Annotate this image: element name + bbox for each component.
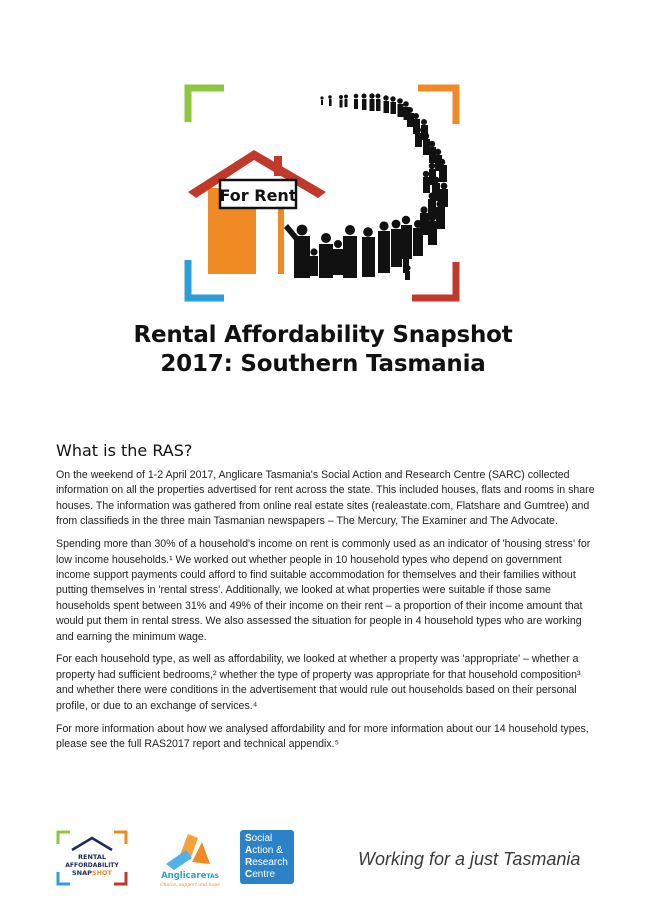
sarc-s: S xyxy=(245,833,252,844)
section-heading: What is the RAS? xyxy=(56,441,193,460)
svg-text:AnglicareTAS xyxy=(161,871,219,881)
footer-tagline: Working for a just Tasmania xyxy=(358,849,581,869)
anglicare-suffix: TAS xyxy=(206,873,219,880)
corner-bracket-bottom-right xyxy=(412,262,456,298)
sarc-c: C xyxy=(245,869,253,880)
rental-affordability-snapshot-logo xyxy=(56,830,128,886)
body-text xyxy=(56,468,596,760)
document-title-line-1: Rental Affordability Snapshot xyxy=(133,322,513,348)
paragraph-2: Spending more than 30% of a household's income on rent is commonly used as an indicator of 'housing stress' for low income households.¹ We worked out whether people in 10 household types who depend on government income support payments could afford to find suitable accommodation for themselves and their families without putting themselves in 'rental stress'. Additionally, we looked at what properties were suitable if those same households spent between 31% and 49% of their income on their rent – a proportion of their income amount that would put them in rental stress. We also assessed the situation for people in 4 household types who are working and earning the minimum wage. xyxy=(56,538,591,643)
anglicare-name: Anglicare xyxy=(161,871,207,881)
hero-illustration xyxy=(180,80,470,310)
sarc-r-rest: esearch xyxy=(252,857,288,868)
anglicare-tas-logo xyxy=(156,828,224,888)
social-action-research-centre-logo xyxy=(240,830,294,884)
for-rent-sign xyxy=(220,180,297,208)
for-rent-sign-text: For Rent xyxy=(219,186,297,205)
paragraph-1: On the weekend of 1-2 April 2017, Anglicare Tasmania's Social Action and Research Centre (SARC) collected information on all the properties advertised for rent across the state. This included houses, flats and rooms in share houses. The information was gathered from online real estate sites (realeastate.com, Flatshare and Gumtree) and from classifieds in the three main Tasmanian newspapers – The Mercury, The Examiner and The Advocate. xyxy=(56,469,595,528)
svg-text:SNAPSHOT xyxy=(72,869,113,877)
paragraph-3: For each household type, as well as affordability, we looked at whether a property was 'appropriate' – whether a property had sufficient bedrooms,² whether the type of property was appropriate for that household composition³ and whether there were conditions in the advertisement that would rule out households based on their personal profile, or due to an exchange of services.⁴ xyxy=(56,653,581,712)
corner-bracket-top-right xyxy=(418,88,456,124)
ras-logo-snap: SNAP xyxy=(71,869,92,877)
sarc-c-rest: entre xyxy=(252,869,276,880)
corner-bracket-top-left xyxy=(188,88,224,122)
document-title-line-2: 2017: Southern Tasmania xyxy=(160,351,486,377)
sarc-s-rest: ocial xyxy=(251,833,273,844)
ras-logo-line-1: RENTAL xyxy=(78,853,106,861)
ras-logo-shot: SHOT xyxy=(91,869,113,877)
anglicare-slogan: Choice, support and hope xyxy=(160,883,220,888)
ras-logo-line-2: AFFORDABILITY xyxy=(65,862,119,869)
paragraph-4: For more information about how we analysed affordability and for more information about our 14 household types, please see the full RAS2017 report and technical appendix.⁵ xyxy=(56,722,589,750)
sarc-r: R xyxy=(245,857,253,868)
sarc-a-rest: ction & xyxy=(252,845,283,856)
sarc-a: A xyxy=(245,845,253,856)
